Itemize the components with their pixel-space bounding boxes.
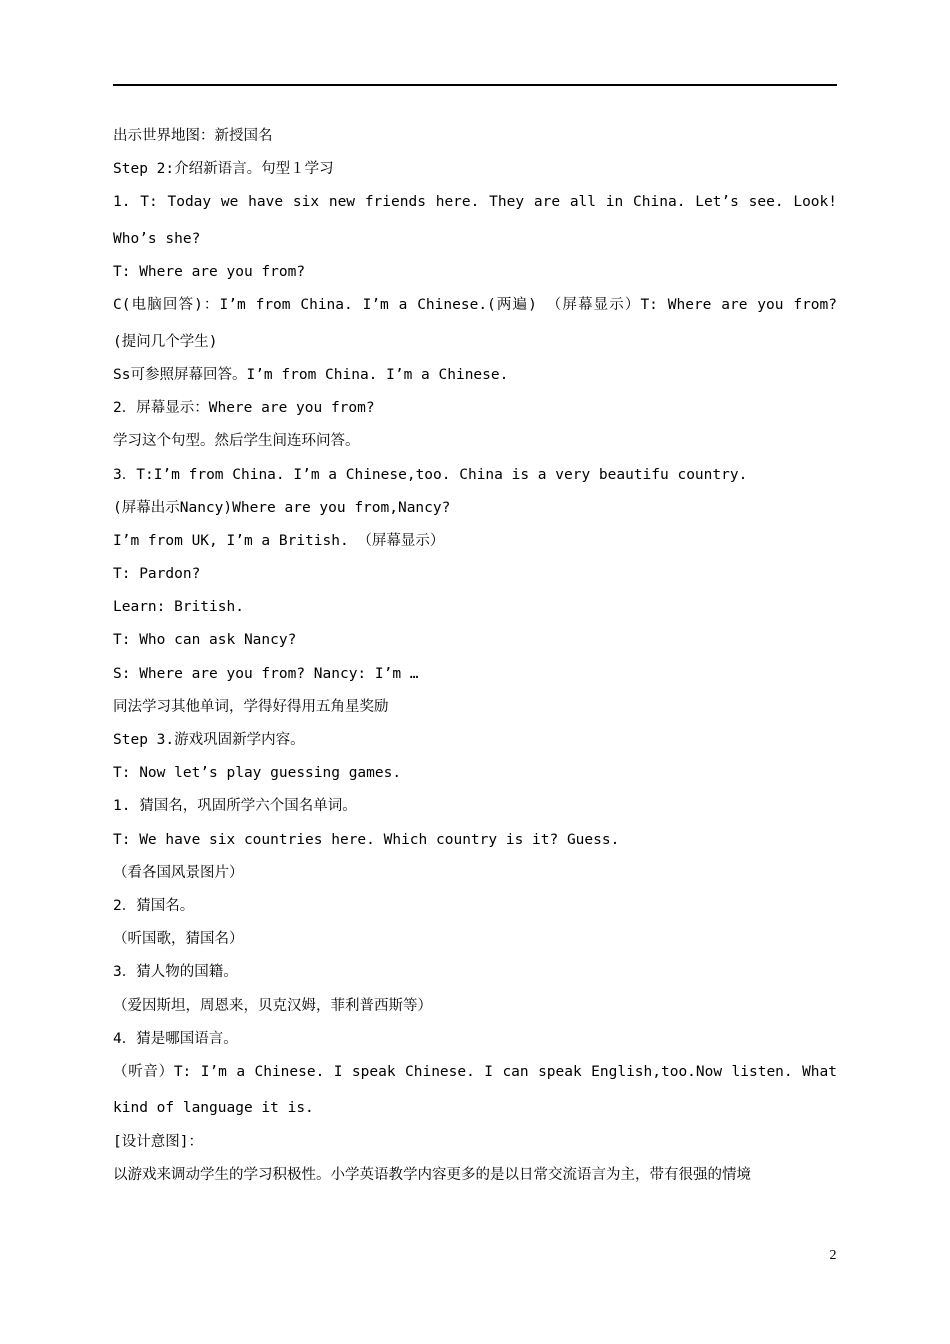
text-line: T: We have six countries here. Which country is it? Guess.	[113, 831, 620, 848]
text-line: （听国歌，猜国名）	[113, 931, 244, 948]
document-body	[113, 126, 837, 1198]
text-line: （爱因斯坦，周恩来，贝克汉姆，菲利普西斯等）	[113, 997, 432, 1014]
text-line: T: Pardon?	[113, 566, 201, 583]
text-line: I’m from UK, I’m a British. （屏幕显示）	[113, 532, 445, 549]
text-line: Step 3.游戏巩固新学内容。	[113, 732, 305, 748]
text-line: Who’s she?	[113, 230, 201, 247]
text-line: kind of language it is.	[113, 1100, 314, 1117]
page-number: 2	[829, 1248, 837, 1263]
text-line: 1. T: Today we have six new friends here. They are all in China. Let’s see. Look!	[113, 194, 837, 211]
text-line: [设计意图]：	[113, 1133, 203, 1150]
text-line: (提问几个学生)	[113, 333, 218, 350]
text-line: （听音）T: I’m a Chinese. I speak Chinese. I can speak English,too.Now listen. What	[113, 1063, 837, 1080]
text-line: 2．猜国名。	[113, 897, 195, 914]
text-line: 1. 猜国名，巩固所学六个国名单词。	[113, 798, 357, 815]
text-line: 学习这个句型。然后学生间连环问答。	[113, 433, 360, 450]
text-line: T: Who can ask Nancy?	[113, 632, 297, 649]
text-line: T: Now let’s play guessing games.	[113, 765, 402, 782]
text-line: 3．T:I’m from China. I’m a Chinese,too. China is a very beautifu country.	[113, 466, 748, 483]
text-line: 2．屏幕显示：Where are you from?	[113, 400, 375, 417]
text-line: 同法学习其他单词，学得好得用五角星奖励	[113, 698, 389, 715]
text-line: 3．猜人物的国籍。	[113, 964, 238, 981]
text-line: C(电脑回答)：I’m from China. I’m a Chinese.(两遍) （屏幕显示）T: Where are you from?	[113, 297, 837, 314]
text-line: （看各国风景图片）	[113, 864, 244, 881]
text-line: (屏幕出示Nancy)Where are you from,Nancy?	[113, 499, 451, 516]
text-line: 出示世界地图：新授国名	[113, 128, 273, 144]
text-line: T: Where are you from?	[113, 264, 306, 281]
text-line: Ss可参照屏幕回答。I’m from China. I’m a Chinese.	[113, 366, 509, 383]
header-rule	[113, 84, 837, 86]
text-line: Learn: British.	[113, 599, 244, 616]
text-line: S: Where are you from? Nancy: I’m …	[113, 665, 419, 682]
text-line: 4．猜是哪国语言。	[113, 1030, 238, 1047]
text-line: 以游戏来调动学生的学习积极性。小学英语教学内容更多的是以日常交流语言为主，带有很强的情境	[113, 1166, 751, 1183]
text-line: Step 2:介绍新语言。句型１学习	[113, 161, 334, 178]
